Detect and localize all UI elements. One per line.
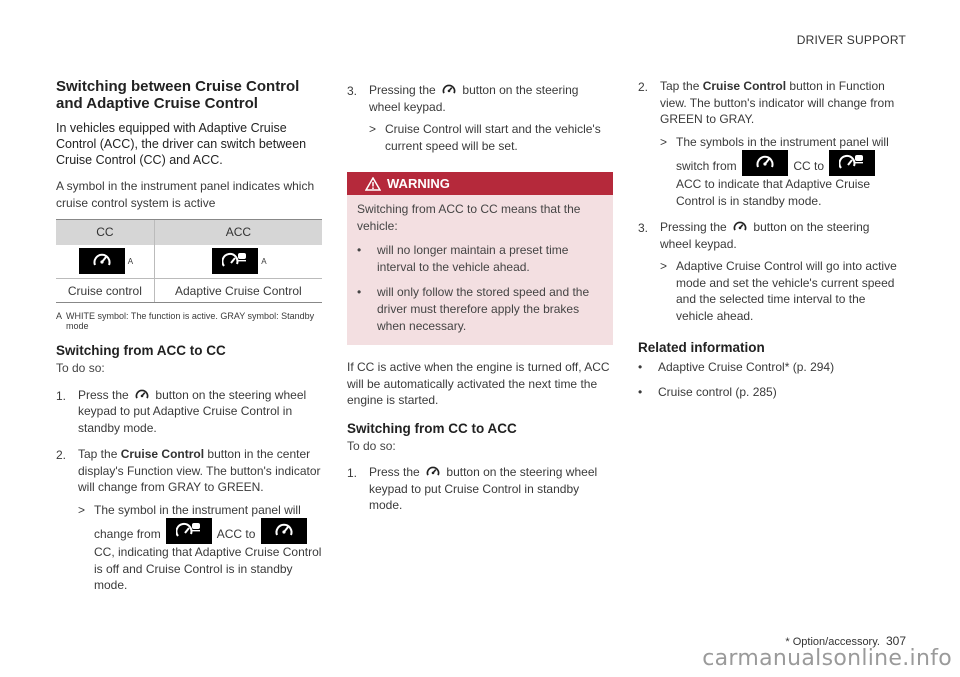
result-text: The symbols in the instrument panel will switch from [676,134,889,173]
bullet-mark: • [638,385,643,399]
footnote-ref: A [261,257,267,267]
engine-paragraph: If CC is active when the engine is turned off, ACC will be automatically activated the next time the engine is started. [347,360,610,407]
column-middle [347,78,613,514]
option-note: * Option/accessory. [785,636,880,648]
cc-symbol-icon [742,150,788,176]
heading-acc-to-cc: Switching from ACC to CC [56,343,226,358]
page-title: Switching between Cruise Control and Adaptive Cruise Control [56,78,300,112]
table-cell-acc-symbol [154,245,322,279]
step-text: Pressing the [369,83,436,97]
result-text: ACC to [216,527,256,541]
step-text: Tap the [78,447,118,461]
result-text: Adaptive Cruise Control will go into active mode and set the vehicle's current speed and the selected time interval to the vehicle ahead. [676,259,897,323]
footnote-text: WHITE symbol: The function is active. GRAY symbol: Standby mode [66,311,315,331]
cc-symbol-icon [261,518,307,544]
table-label-cc: Cruise control [56,279,154,303]
step-text: button in Function view. The button's indicator will change from GREEN to GRAY. [660,79,895,126]
column-right [638,78,904,401]
heading-related: Related information [638,340,765,355]
step-text: button on the steering wheel keypad. [660,220,870,251]
warning-bullet-text: will only follow the stored speed and the driver must therefore apply the brakes when necessary. [377,285,590,333]
step-text: Press the [369,465,420,479]
step-text: Pressing the [660,220,727,234]
step-text: button on the steering wheel keypad to put Cruise Control in standby mode. [369,465,598,512]
step-number: 2. [56,448,67,462]
acc-symbol-icon [166,518,212,544]
watermark: carmanualsonline.info [702,646,952,671]
column-left [56,78,322,594]
step-result [660,134,904,210]
list-item [357,284,603,335]
list-item[interactable] [638,384,904,401]
bullet-mark: • [357,285,362,299]
heading-cc-to-acc: Switching from CC to ACC [347,420,517,436]
related-link-acc[interactable]: Adaptive Cruise Control* (p. 294) [658,360,835,374]
step-number: 3. [347,84,358,98]
list-item [357,242,603,276]
step-item [347,82,613,154]
bullet-mark: • [357,243,362,257]
result-mark: > [78,502,86,517]
bullet-mark: • [638,360,643,374]
lead-paragraph: In vehicles equipped with Adaptive Cruise Control (ACC), the driver can switch between Cruise Control (CC) and ACC. [56,121,307,167]
result-text: Cruise Control will start and the vehicle's current speed will be set. [385,122,601,153]
step-item [56,387,322,437]
cruise-button-icon [134,388,150,401]
result-text: CC to [793,159,825,173]
cc-symbol-icon [79,248,125,274]
step-number: 1. [347,466,358,480]
table-header-acc: ACC [154,220,322,245]
warning-intro: Switching from ACC to CC means that the vehicle: [357,202,581,233]
table-cell-cc-symbol [56,245,154,279]
step-result [78,502,322,594]
warning-header [347,172,613,195]
acc-to-cc-intro: To do so: [56,361,105,375]
result-mark: > [369,122,377,136]
step-text: button on the steering wheel keypad. [369,83,579,114]
step-text: button on the steering wheel keypad to put Adaptive Cruise Control in standby mode. [78,387,307,435]
result-text: ACC to indicate that Adaptive Cruise Control is in standby mode. [676,177,871,208]
result-mark: > [660,259,668,273]
warning-title: WARNING [387,176,450,191]
footnote-ref: A [127,257,134,267]
footnote-mark: A [56,311,63,321]
step-number: 1. [56,388,67,403]
step-result [369,121,613,154]
step-text: Tap the [660,79,700,93]
symbol-intro: A symbol in the instrument panel indicates which cruise control system is active [56,179,315,210]
page-number: 307 [885,634,906,648]
warning-bullet-text: will no longer maintain a preset time interval to the vehicle ahead. [377,243,569,274]
result-text: CC, indicating that Adaptive Cruise Control is off and Cruise Control is in standby mode. [94,545,322,592]
table-header-cc: CC [56,220,154,245]
step-item [638,78,904,209]
section-header: DRIVER SUPPORT [796,33,906,47]
button-name: Cruise Control [702,79,787,93]
button-name: Cruise Control [120,447,205,461]
symbol-table [56,219,322,303]
step-number: 3. [638,221,649,235]
warning-triangle-icon [365,177,381,191]
step-item [638,219,904,324]
cruise-button-icon [441,83,457,96]
related-link-cc[interactable]: Cruise control (p. 285) [658,385,777,399]
cruise-button-icon [425,465,441,478]
cc-to-acc-intro: To do so: [347,438,396,453]
list-item[interactable] [638,359,904,376]
step-text: button in the center display's Function view. The button's indicator will change from GRAY to GREEN. [78,447,321,494]
step-item [56,446,322,594]
step-result [660,258,904,324]
cruise-button-icon [732,220,748,233]
step-text: Press the [78,387,129,402]
result-mark: > [660,134,668,149]
acc-symbol-icon [212,248,258,274]
result-text: The symbol in the instrument panel will change from [94,502,301,541]
warning-box [347,172,613,345]
acc-symbol-icon [829,150,875,176]
step-item [347,464,613,514]
step-number: 2. [638,80,649,94]
table-label-acc: Adaptive Cruise Control [154,279,322,303]
warning-body [347,195,613,345]
table-footnote [56,311,322,331]
